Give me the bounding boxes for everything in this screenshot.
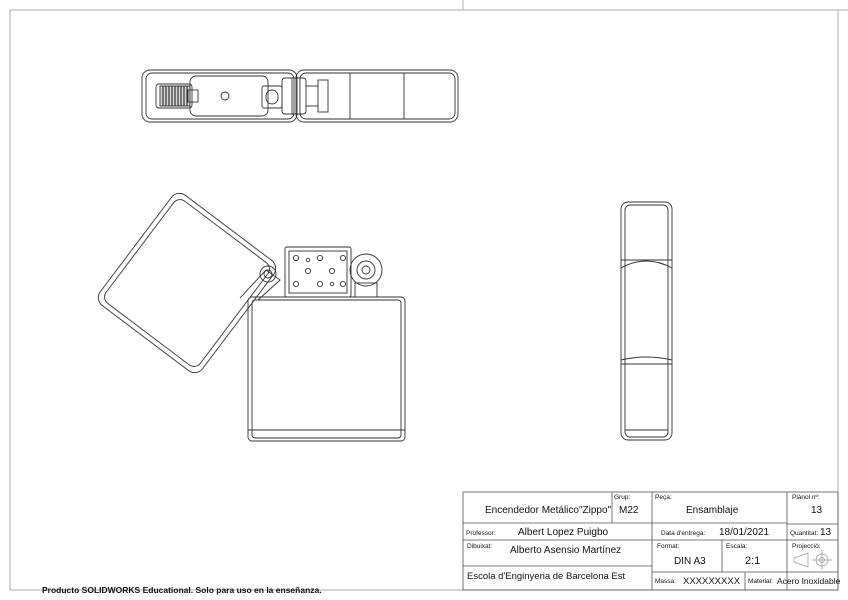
grup-label: Grup: (614, 494, 631, 501)
planol-label: Plànol nº: (792, 494, 820, 501)
massa-value: XXXXXXXXX (683, 576, 741, 587)
peca-label: Peça: (655, 494, 672, 501)
grup-value: M22 (619, 505, 639, 516)
escala-label: Escala: (726, 543, 748, 550)
professor-value: Albert Lopez Puigbo (518, 527, 609, 538)
data-label: Data d'entrega: (661, 530, 706, 537)
dibuixat-label: Dibuixat: (467, 543, 493, 550)
escala-value: 2:1 (745, 555, 761, 567)
planol-value: 13 (811, 505, 823, 516)
quantitat-value: 13 (820, 527, 832, 538)
sheet-border (10, 0, 848, 590)
drawing-name: Encendedor Metálico"Zippo" (485, 505, 612, 516)
peca-value: Ensamblaje (686, 505, 739, 516)
projection-symbol-icon (794, 550, 832, 570)
professor-label: Professor: (466, 530, 496, 537)
quantitat-label: Quantitat: (790, 530, 819, 537)
front-view (94, 189, 405, 441)
solidworks-watermark: Producto SOLIDWORKS Educational. Solo para uso en la enseñanza. (42, 585, 322, 595)
data-value: 18/01/2021 (719, 527, 770, 538)
school-name: Escola d'Enginyeria de Barcelona Est (467, 571, 626, 582)
dibuixat-value: Alberto Asensio Martínez (510, 545, 622, 556)
format-label: Format: (657, 543, 680, 550)
format-value: DIN A3 (674, 556, 706, 567)
material-label: Material: (748, 578, 773, 585)
massa-label: Massa: (655, 578, 676, 585)
side-view (621, 202, 672, 440)
projeccio-label: Projecció: (792, 543, 821, 550)
material-value: Acero Inoxidable (777, 576, 841, 586)
top-view (142, 70, 458, 122)
